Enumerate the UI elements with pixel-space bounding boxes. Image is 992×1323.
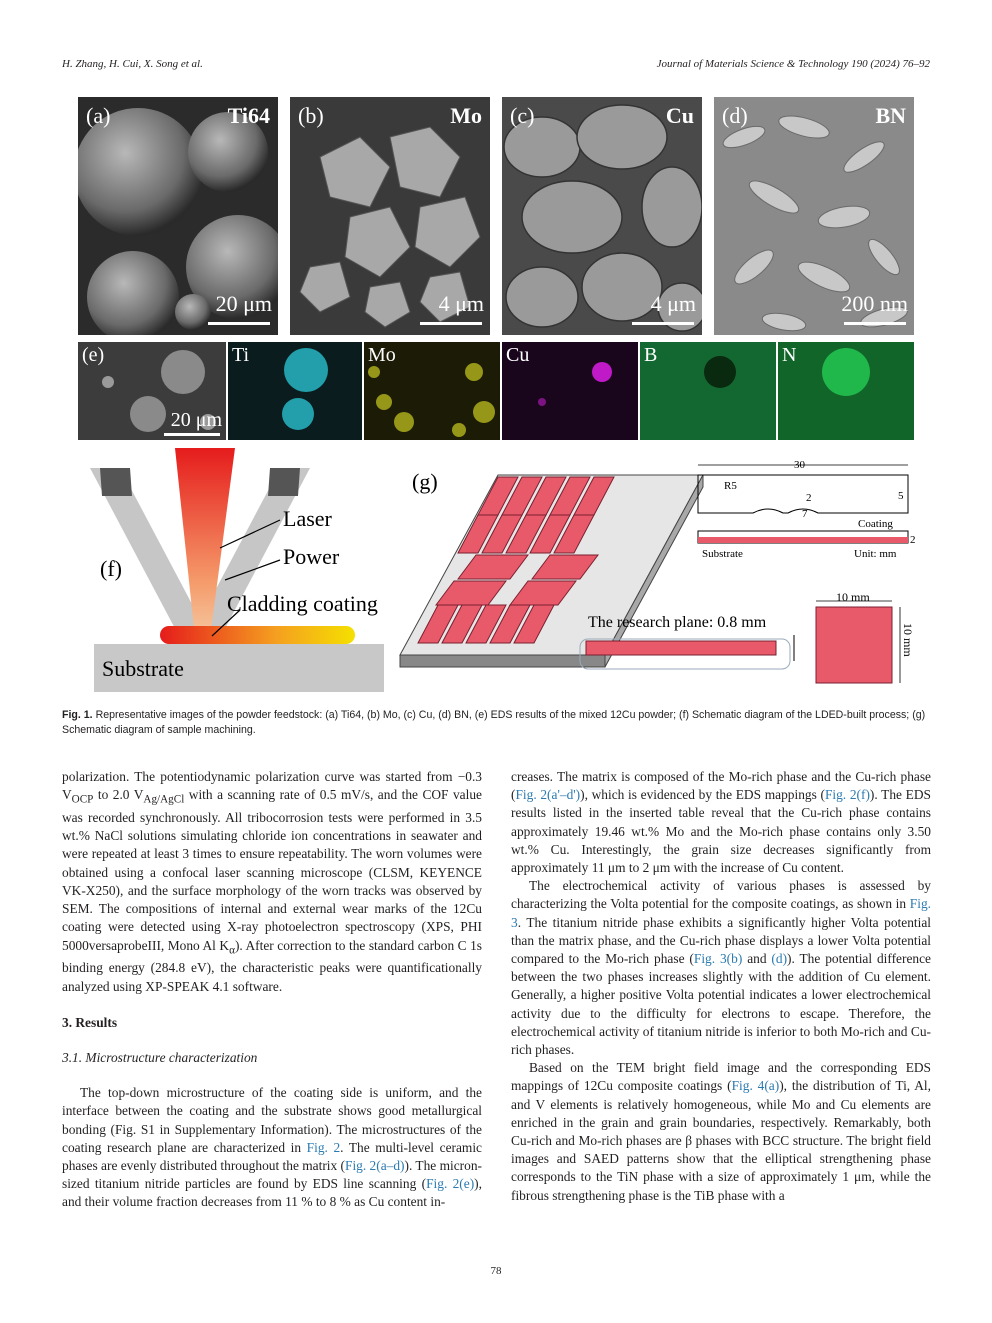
caption-label: Fig. 1. bbox=[62, 709, 93, 721]
fig2f-link[interactable]: Fig. 2(f) bbox=[824, 787, 870, 803]
coating-label: Coating bbox=[858, 518, 893, 530]
eds-panel-label: (e) bbox=[82, 344, 105, 366]
eds-element-ti: Ti bbox=[232, 344, 250, 366]
slab-side bbox=[400, 655, 605, 667]
scale-label-a: 20 μm bbox=[215, 291, 272, 316]
running-header-authors: H. Zhang, H. Cui, X. Song et al. bbox=[62, 58, 203, 70]
nozzle-right bbox=[268, 468, 300, 496]
dim-r5-label: R5 bbox=[724, 480, 737, 492]
scale-bar-a bbox=[208, 322, 270, 325]
paragraph-volta: The electrochemical activity of various phases is assessed by characterizing the Volta potential for the composite coatings, as shown in Fig. 3. The titanium nitride phase exhibits a significantly higher Volta potential than the matrix phase, and the Cu-rich phase displays a lower Volta potential compared to the Mo-rich phase (Fig. 3(b) and (d)). The potential difference between the two phases increases slightly with the addition of Cu element. Generally, a higher positive Volta potential indicates a lower electrochemical activity due to the difficulty for electrons to escape. Therefore, the electrochemical activity of titanium nitride is inferior to both Mo-rich and Cu-rich phases. bbox=[511, 878, 931, 1058]
fig2e-link[interactable]: Fig. 2(e) bbox=[426, 1176, 475, 1192]
material-label-bn: BN bbox=[875, 103, 906, 128]
eds-sem-panel bbox=[78, 342, 226, 440]
scale-bar-b bbox=[420, 322, 482, 325]
right-column bbox=[511, 768, 931, 1205]
material-label-cu: Cu bbox=[665, 103, 694, 128]
nozzle-left bbox=[100, 468, 132, 496]
eds-map-ti bbox=[228, 342, 362, 440]
eds-map-b-image bbox=[640, 342, 776, 440]
dim-7-label: 7 bbox=[802, 508, 808, 520]
dim-2b-label: 2 bbox=[910, 534, 916, 546]
sem-panel-bn bbox=[714, 97, 914, 335]
research-plane-slice bbox=[586, 641, 776, 655]
dim-30-label: 30 bbox=[794, 459, 805, 471]
paragraph-tem: Based on the TEM bright field image and the corresponding EDS mappings of 12Cu composite coatings (Fig. 4(a)), the distribution of Ti, Al, and V elements is relatively homogeneous, while Mo and Cu elements are enriched in the grain and grain boundaries, respectively. Remarkably, both Cu-rich and Mo-rich phases are β phases with BCC structure. The bright field images and SAED patterns show that the elliptical strengthening phase corresponds to the TiN phase with a size of approximately 1 μm, while the fibrous strengthening phase is the TiB phase with a bbox=[511, 1060, 931, 1203]
dim-2-label: 2 bbox=[806, 492, 812, 504]
scale-bar-d bbox=[844, 322, 906, 325]
panel-label-b: (b) bbox=[298, 103, 324, 128]
running-header-journal: Journal of Materials Science & Technology 190 (2024) 76–92 bbox=[656, 58, 930, 70]
scale-label-d: 200 nm bbox=[841, 291, 908, 316]
substrate-label: Substrate bbox=[102, 656, 184, 681]
eds-element-b: B bbox=[644, 344, 658, 366]
page-number: 78 bbox=[490, 1265, 502, 1277]
subsection-heading: 3.1. Microstructure characterization bbox=[62, 1049, 258, 1065]
cladding-track bbox=[160, 626, 355, 644]
fig2ad-prime-link[interactable]: Fig. 2(a'–d') bbox=[515, 787, 581, 803]
caption-text: Representative images of the powder feedstock: (a) Ti64, (b) Mo, (c) Cu, (d) BN, (e) EDS results of the mixed 12Cu powder; (f) Schematic diagram of the LDED-built process; (g) Schematic diagram of sample machining. bbox=[62, 709, 926, 736]
eds-element-n: N bbox=[782, 344, 797, 366]
research-plane-label: The research plane: 0.8 mm bbox=[588, 614, 767, 631]
square-width-label: 10 mm bbox=[836, 590, 870, 604]
dim-5-label: 5 bbox=[898, 490, 904, 502]
paragraph-methods-end: polarization. The potentiodynamic polarization curve was started from −0.3 $V_{OCP}$ to 2.0 $V_{Ag/AgCl}$ with a scanning rate of 0.5 mV/s, and the COF value was recorded synchronously. All tribocorrosion tests were performed in 3.5 wt.% NaCl solutions simulating chloride ion concentrations in seawater and were repeated at least 3 times to ensure repeatability. The worn volumes were obtained using a confocal laser scanning microscope (CLSM, KEYENCE VK-X250), and the surface morphology of the worn tracks was observed by SEM. The compositions of internal and external wear marks of the 12Cu coating were detected using X-ray photoelectron spectroscopy (XPS, PHI 5000versaprobeIII, Mono Al $K_\alpha$). After correction to the standard carbon C 1s binding energy (284.8 eV), the characteristic peaks were quantificationally analyzed using XP-SPEAK 4.1 software. bbox=[62, 769, 482, 994]
panel-label-g: (g) bbox=[412, 469, 438, 494]
side-view-coating bbox=[698, 537, 908, 543]
figure-caption bbox=[62, 708, 930, 738]
cladding-label: Cladding coating bbox=[227, 591, 378, 616]
fig3d-link[interactable]: (d) bbox=[771, 951, 788, 967]
eds-map-n-image bbox=[778, 342, 914, 440]
scale-label-b: 4 μm bbox=[438, 291, 484, 316]
scale-bar-c bbox=[632, 322, 694, 325]
fig3b-link[interactable]: Fig. 3(b) bbox=[693, 951, 743, 967]
eds-map-b bbox=[640, 342, 776, 440]
eds-map-cu bbox=[502, 342, 638, 440]
unit-label: Unit: mm bbox=[854, 548, 897, 560]
left-column bbox=[62, 768, 482, 1212]
sem-panel-ti64 bbox=[78, 97, 278, 335]
sem-panel-mo bbox=[290, 97, 490, 335]
eds-map-mo bbox=[364, 342, 500, 440]
eds-element-mo: Mo bbox=[368, 344, 396, 366]
square-sample bbox=[816, 607, 892, 683]
sem-panel-cu bbox=[502, 97, 702, 335]
material-label-ti64: Ti64 bbox=[227, 103, 270, 128]
material-label-mo: Mo bbox=[450, 103, 482, 128]
eds-scale-label: 20 μm bbox=[170, 409, 222, 431]
paragraph-microstructure: The top-down microstructure of the coating side is uniform, and the interface between the coating and the substrate shows good metallurgical bonding (Fig. S1 in Supplementary Information). The microstructures of the coating research plane are characterized in Fig. 2. The multi-level ceramic phases are evenly distributed throughout the matrix (Fig. 2(a–d)). The micron-sized titanium nitride particles are found by EDS line scanning (Fig. 2(e)), and their volume fraction decreases from 11 % to 8 % as Cu content in- bbox=[62, 1085, 482, 1210]
eds-element-cu: Cu bbox=[506, 344, 530, 366]
eds-map-n bbox=[778, 342, 914, 440]
power-label: Power bbox=[283, 544, 340, 569]
panel-label-f: (f) bbox=[100, 556, 122, 581]
panel-label-a: (a) bbox=[86, 103, 111, 128]
eds-scale-bar bbox=[164, 433, 220, 436]
scale-label-c: 4 μm bbox=[650, 291, 696, 316]
panel-label-c: (c) bbox=[510, 103, 535, 128]
panel-g-diagram bbox=[398, 455, 918, 695]
panel-label-d: (d) bbox=[722, 103, 748, 128]
substrate-drawing-label: Substrate bbox=[702, 548, 743, 560]
fig4a-link[interactable]: Fig. 4(a) bbox=[731, 1078, 780, 1094]
fig3-link[interactable]: Fig. 3 bbox=[511, 896, 931, 930]
fig2ad-link[interactable]: Fig. 2(a–d) bbox=[345, 1158, 405, 1173]
section-heading: 3. Results bbox=[62, 1014, 118, 1030]
square-height-label: 10 mm bbox=[901, 623, 915, 657]
panel-f-diagram bbox=[80, 448, 400, 696]
paragraph-matrix: creases. The matrix is composed of the Mo-rich phase and the Cu-rich phase (Fig. 2(a'–d')), which is evidenced by the EDS mappings (Fig. 2(f)). The EDS results listed in the inserted table reveal that the Cu-rich phase contains approximately 19.46 wt.% Mo and the Mo-rich phase contains only 3.50 wt.% Cu. Interestingly, the grain size decreases significantly from approximately 11 μm to 2 μm with the increase of Cu content. bbox=[511, 769, 931, 876]
fig2-link[interactable]: Fig. 2 bbox=[306, 1139, 341, 1155]
laser-label: Laser bbox=[283, 506, 332, 531]
